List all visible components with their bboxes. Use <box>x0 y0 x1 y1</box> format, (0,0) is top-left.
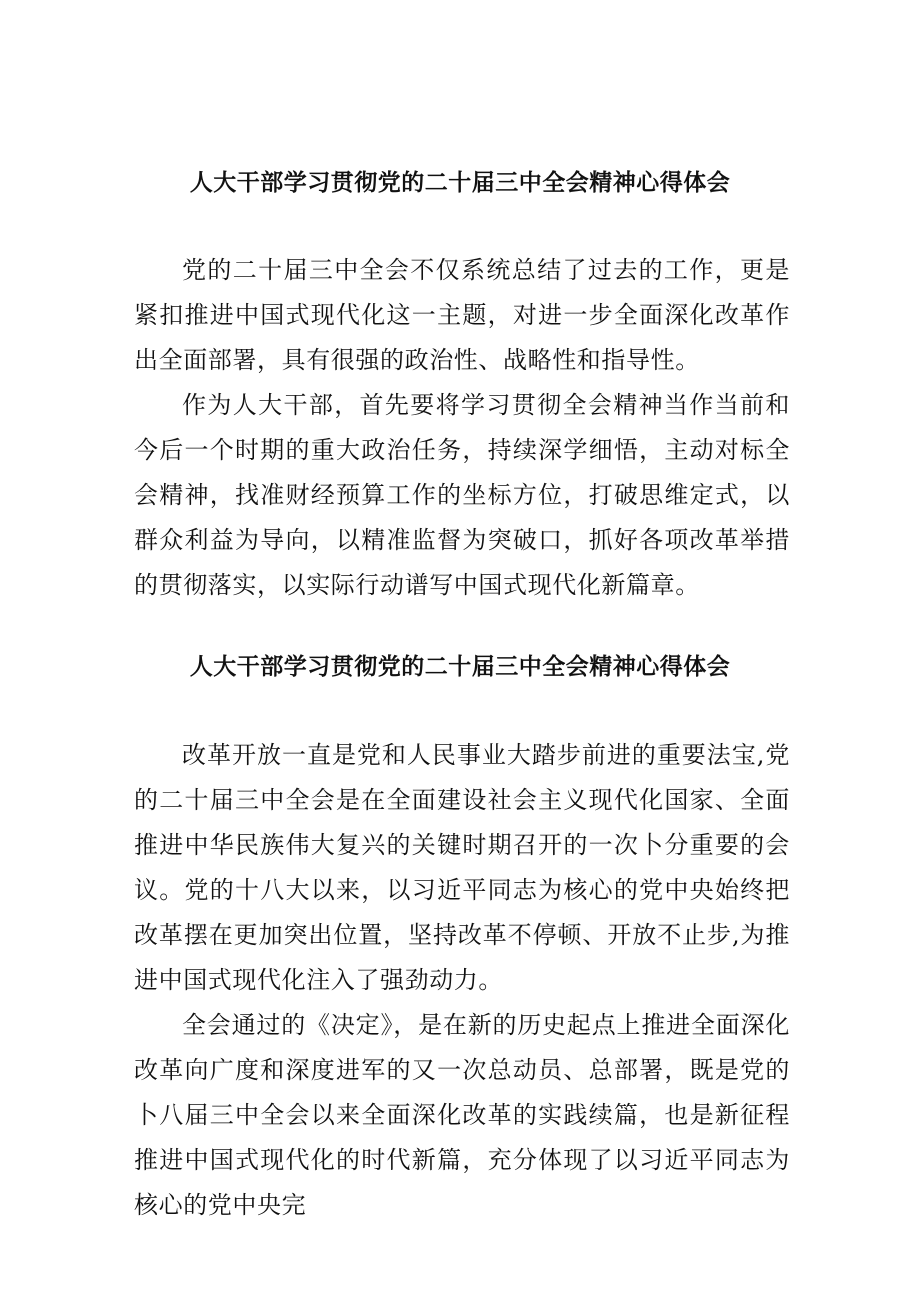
section-2-paragraph-1: 改革开放一直是党和人民事业大踏步前进的重要法宝,党的二十届三中全会是在全面建设社会主义现代化国家、全面推进中华民族伟大复兴的关键时期召开的一次卜分重要的会议。党的十八大以来，以习近平同志为核心的党中央始终把改革摆在更加突出位置，坚持改革不停顿、开放不止步,为推进中国式现代化注入了强劲动力。 <box>134 741 790 994</box>
section-1-paragraph-2: 作为人大干部，首先要将学习贯彻全会精神当作当前和今后一个时期的重大政治任务，持续深学细悟，主动对标全会精神，找准财经预算工作的坐标方位，打破思维定式，以群众利益为导向，以精准监督为突破口，抓好各项改革举措的贯彻落实，以实际行动谱写中国式现代化新篇章。 <box>134 391 790 599</box>
section-2-paragraph-2: 全会通过的《决定》，是在新的历史起点上推进全面深化改革向广度和深度进军的又一次总动员、总部署，既是党的卜八届三中全会以来全面深化改革的实践续篇，也是新征程推进中国式现代化的时代新篇，充分体现了以习近平同志为核心的党中央完 <box>134 1011 790 1219</box>
section-2-title: 人大干部学习贯彻党的二十届三中全会精神心得体会 <box>189 654 731 680</box>
section-1-paragraph-1: 党的二十届三中全会不仅系统总结了过去的工作，更是紧扣推进中国式现代化这一主题，对进一步全面深化改革作出全面部署，具有很强的政治性、战略性和指导性。 <box>134 256 790 374</box>
section-1-title: 人大干部学习贯彻党的二十届三中全会精神心得体会 <box>189 170 731 196</box>
